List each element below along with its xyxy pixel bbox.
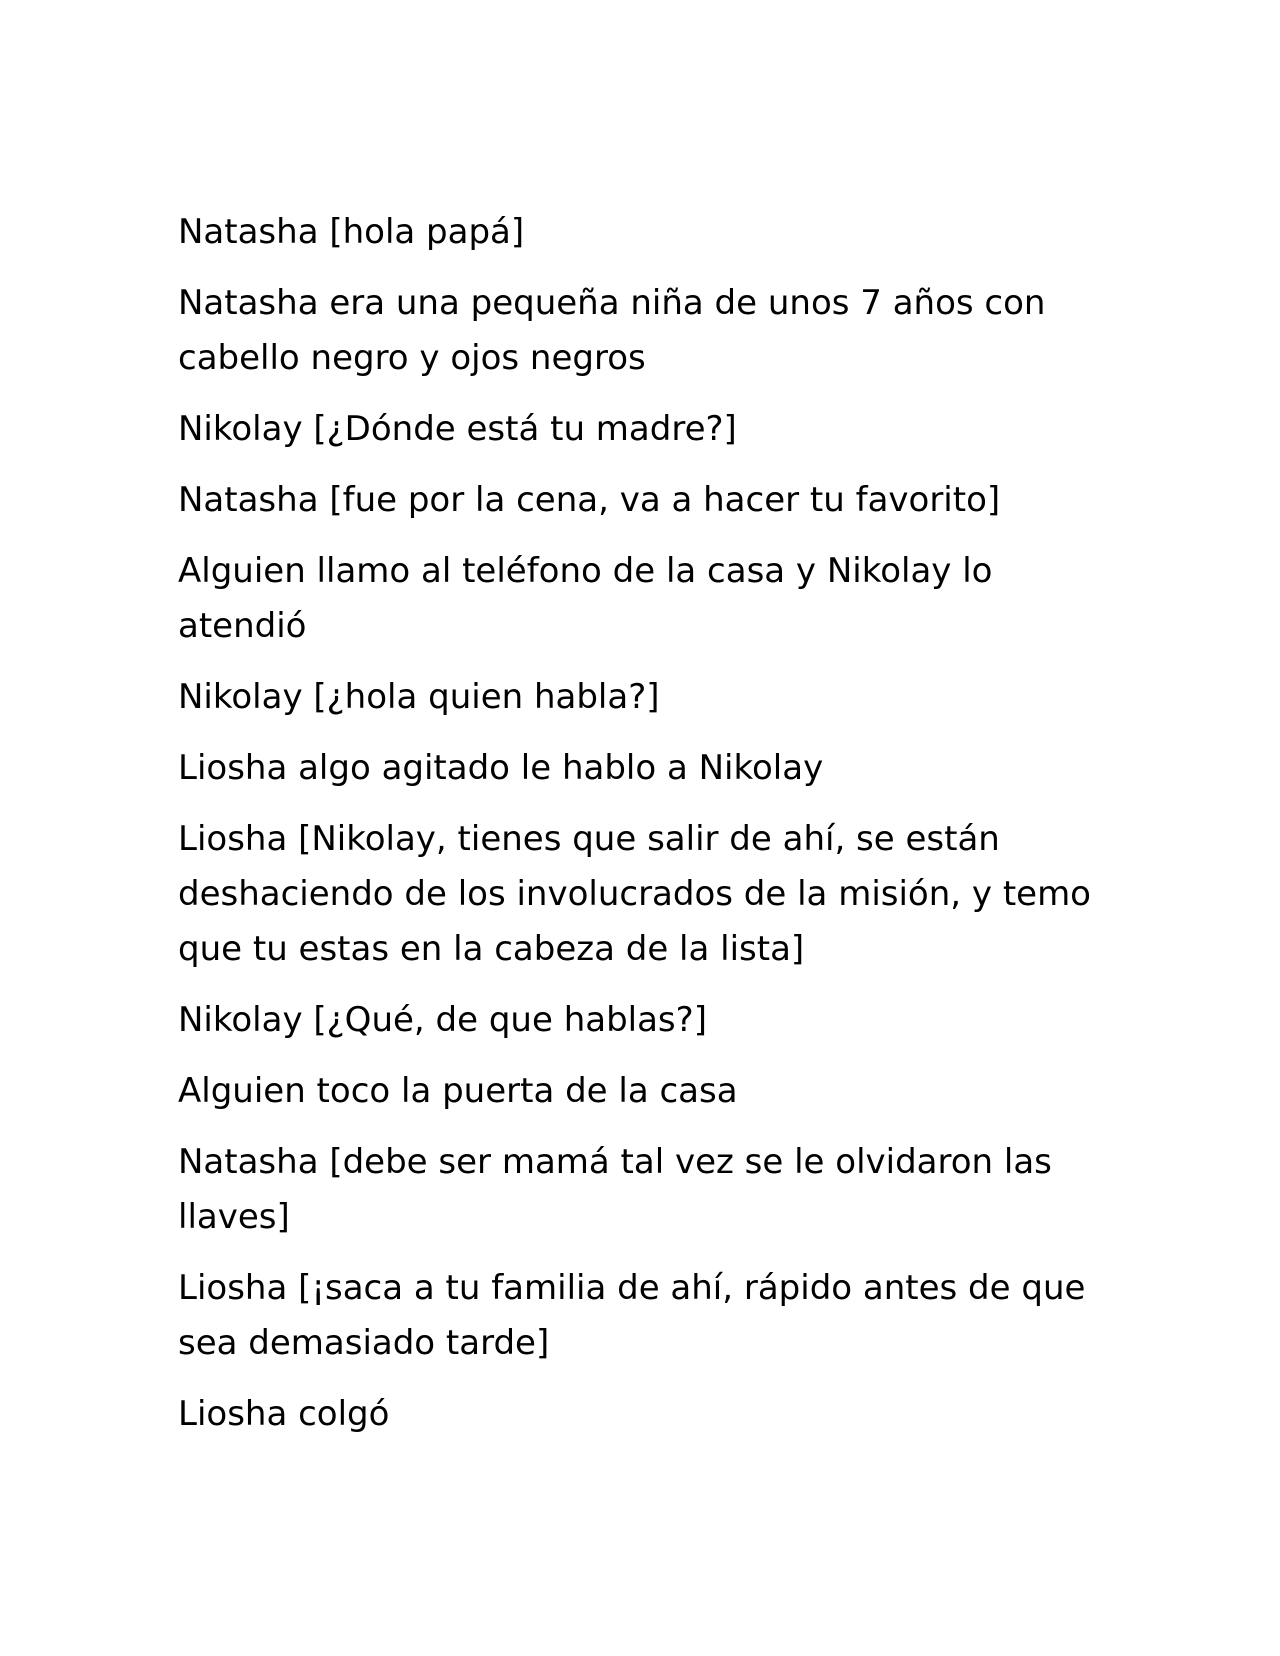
paragraph: Nikolay [¿hola quien habla?] [178,677,660,717]
paragraph: Liosha [Nikolay, tienes que salir de ahí, se están deshaciendo de los involucrados de la misión, y temo que tu estas en la cabeza de la lista] [178,819,1091,969]
paragraph: Liosha colgó [178,1394,390,1434]
paragraph: Liosha [¡saca a tu familia de ahí, rápido antes de que sea demasiado tarde] [178,1268,1086,1363]
paragraph: Alguien llamo al teléfono de la casa y Nikolay lo atendió [178,551,993,646]
paragraph: Nikolay [¿Dónde está tu madre?] [178,409,737,449]
paragraph: Natasha [debe ser mamá tal vez se le olvidaron las llaves] [178,1142,1052,1237]
document-body [178,205,1098,1458]
paragraph: Nikolay [¿Qué, de que hablas?] [178,1000,707,1040]
paragraph: Natasha era una pequeña niña de unos 7 años con cabello negro y ojos negros [178,283,1046,378]
paragraph: Natasha [hola papá] [178,212,525,252]
paragraph: Alguien toco la puerta de la casa [178,1071,738,1111]
paragraph: Natasha [fue por la cena, va a hacer tu favorito] [178,480,1001,520]
paragraph: Liosha algo agitado le hablo a Nikolay [178,748,824,788]
